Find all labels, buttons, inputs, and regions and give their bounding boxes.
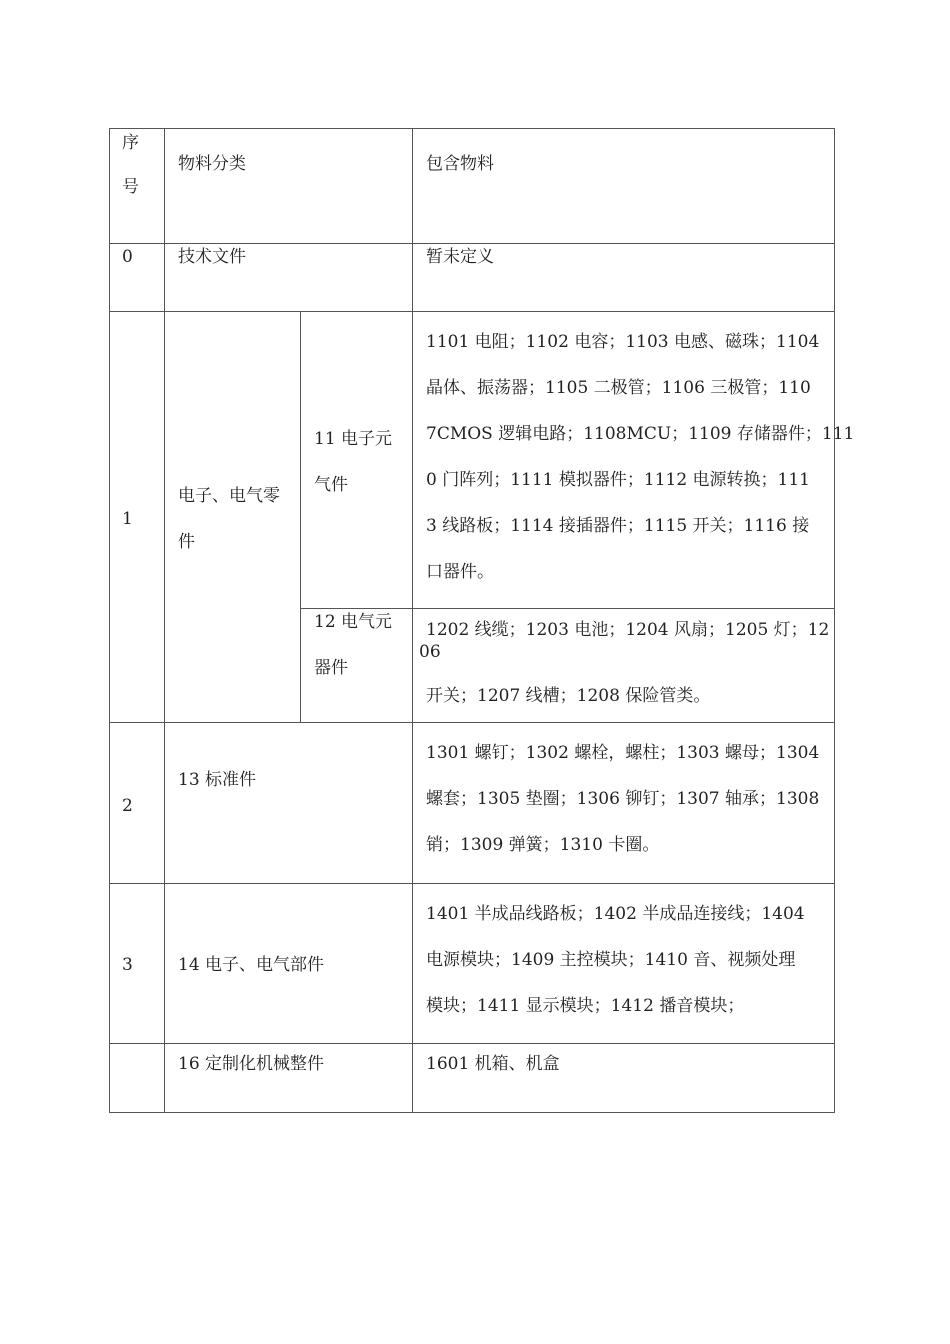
row-contents-line: 模块；1411 显示模块；1412 播音模块； bbox=[426, 996, 745, 1016]
row-seq: 3 bbox=[122, 955, 133, 975]
row-category: 件 bbox=[178, 532, 195, 552]
row-contents: 暂未定义 bbox=[426, 247, 494, 267]
row-contents-line: 开关；1207 线槽；1208 保险管类。 bbox=[426, 686, 711, 706]
row-contents-line: 1301 螺钉；1302 螺栓，螺柱；1303 螺母；1304 bbox=[426, 743, 820, 763]
row-seq: 2 bbox=[122, 796, 133, 816]
row-contents-line: 螺套；1305 垫圈；1306 铆钉；1307 轴承；1308 bbox=[426, 789, 820, 809]
row-seq: 1 bbox=[122, 509, 133, 529]
row-contents-line: 1401 半成品线路板；1402 半成品连接线；1404 bbox=[426, 904, 805, 924]
table-border-bottom bbox=[109, 1112, 835, 1113]
row-seq: 0 bbox=[122, 247, 133, 267]
header-category: 物料分类 bbox=[178, 154, 246, 174]
row-contents-line: 晶体、振荡器；1105 二极管；1106 三极管；110 bbox=[426, 378, 811, 398]
row-contents: 1601 机箱、机盒 bbox=[426, 1054, 560, 1074]
column-divider bbox=[164, 128, 165, 1113]
row-contents-line: 电源模块；1409 主控模块；1410 音、视频处理 bbox=[426, 950, 796, 970]
row-category: 13 标准件 bbox=[178, 770, 257, 790]
column-divider bbox=[412, 128, 413, 1113]
row-category: 14 电子、电气部件 bbox=[178, 955, 325, 975]
header-seq: 序 bbox=[122, 133, 139, 153]
row-contents-line: 7CMOS 逻辑电路；1108MCU；1109 存储器件；111 bbox=[426, 424, 855, 444]
row-contents-line: 1202 线缆；1203 电池；1204 风扇；1205 灯；12 bbox=[426, 620, 830, 640]
row-divider bbox=[109, 883, 835, 884]
header-contents: 包含物料 bbox=[426, 154, 494, 174]
table-border-right bbox=[834, 128, 835, 1113]
row-contents-line: 1101 电阻；1102 电容；1103 电感、磁珠；1104 bbox=[426, 332, 820, 352]
row-contents-line: 06 bbox=[419, 642, 441, 662]
row-contents-line: 3 线路板；1114 接插器件；1115 开关；1116 接 bbox=[426, 516, 810, 536]
row-category: 16 定制化机械整件 bbox=[178, 1054, 325, 1074]
column-divider bbox=[300, 311, 301, 723]
row-contents-line: 销；1309 弹簧；1310 卡圈。 bbox=[426, 835, 660, 855]
row-category: 电子、电气零 bbox=[178, 486, 280, 506]
row-divider bbox=[109, 311, 835, 312]
subcategory-name: 气件 bbox=[314, 475, 348, 495]
subcategory-name: 11 电子元 bbox=[314, 429, 393, 449]
row-contents-line: 0 门阵列；1111 模拟器件；1112 电源转换；111 bbox=[426, 470, 811, 490]
row-contents-line: 口器件。 bbox=[426, 562, 494, 582]
row-category: 技术文件 bbox=[178, 247, 246, 267]
row-divider bbox=[109, 722, 835, 723]
subcategory-name: 12 电气元 bbox=[314, 612, 393, 632]
table-border-top bbox=[109, 128, 835, 129]
header-seq: 号 bbox=[122, 177, 139, 197]
table-border-left bbox=[109, 128, 110, 1113]
subcategory-name: 器件 bbox=[314, 658, 348, 678]
